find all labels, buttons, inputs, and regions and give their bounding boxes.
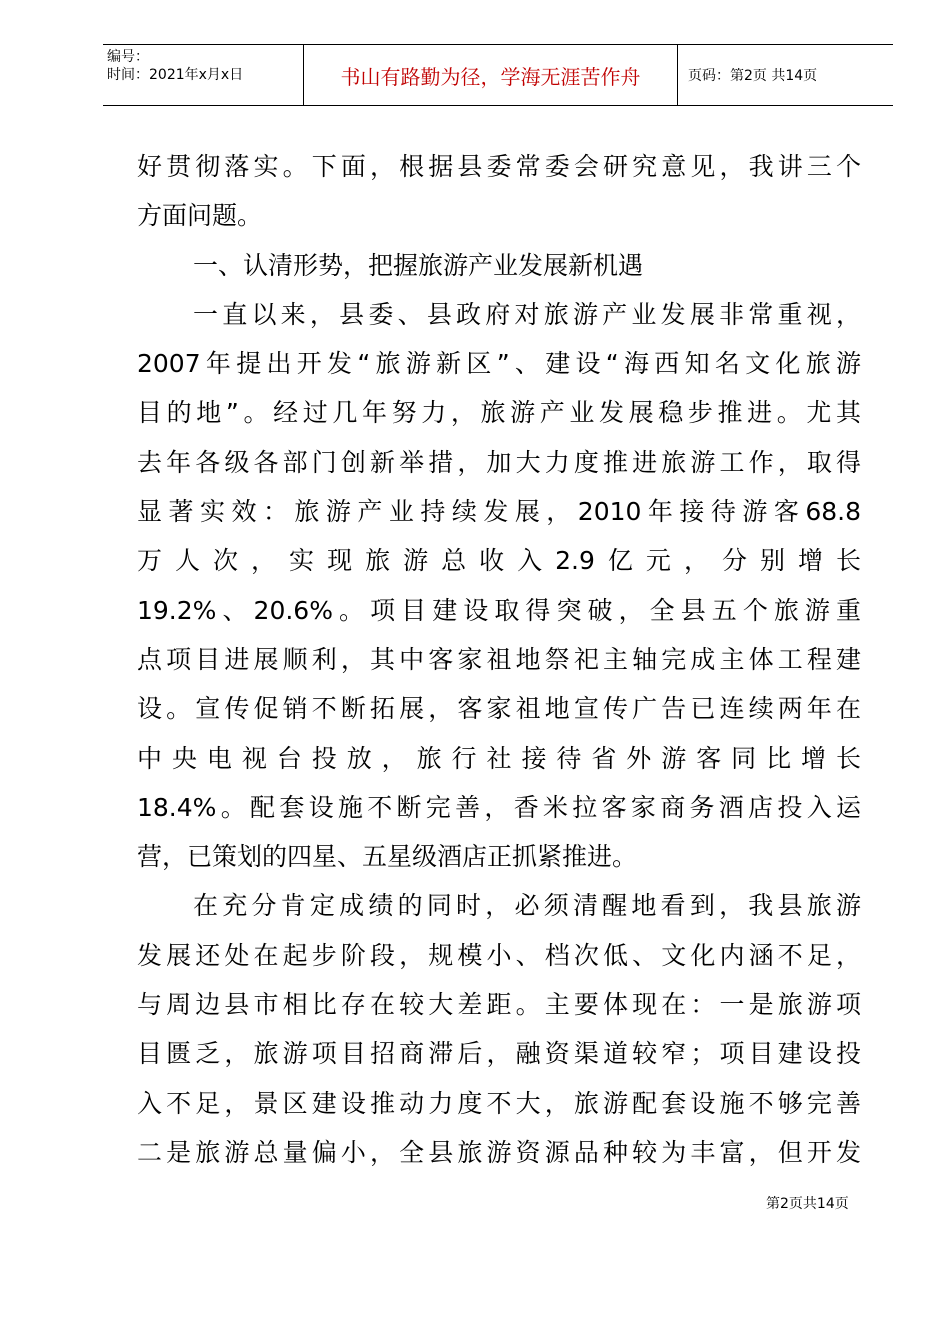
header-page-info: 页码：第2页 共14页 bbox=[688, 68, 818, 84]
body-line: 去年各级各部门创新举措，加大力度推进旅游工作，取得 bbox=[137, 447, 861, 477]
body-line: 与周边县市相比存在较大差距。主要体现在：一是旅游项 bbox=[137, 990, 861, 1020]
body-line: 方面问题。 bbox=[137, 201, 263, 231]
body-line: 万人次，实现旅游总收入2.9亿元，分别增长 bbox=[137, 546, 861, 576]
body-line: 目的地”。经过几年努力，旅游产业发展稳步推进。尤其 bbox=[137, 398, 861, 428]
body-line: 中央电视台投放，旅行社接待省外游客同比增长 bbox=[137, 743, 861, 773]
body-line: 在充分肯定成绩的同时，必须清醒地看到，我县旅游 bbox=[193, 891, 861, 921]
body-line: 二是旅游总量偏小，全县旅游资源品种较为丰富，但开发 bbox=[137, 1137, 861, 1167]
body-line: 18.4%。配套设施不断完善，香米拉客家商务酒店投入运 bbox=[137, 792, 861, 822]
document-body bbox=[137, 142, 861, 1177]
body-line: 好贯彻落实。下面，根据县委常委会研究意见，我讲三个 bbox=[137, 152, 861, 181]
page-footer: 第2页共14页 bbox=[766, 1196, 849, 1212]
body-line: 目匮乏，旅游项目招商滞后，融资渠道较窄；项目建设投 bbox=[137, 1039, 861, 1069]
header-motto: 书山有路勤为径，学海无涯苦作舟 bbox=[304, 45, 678, 105]
body-line: 营，已策划的四星、五星级酒店正抓紧推进。 bbox=[137, 842, 638, 872]
section-heading: 一、认清形势，把握旅游产业发展新机遇 bbox=[193, 250, 644, 280]
body-line: 设。宣传促销不断拓展，客家祖地宣传广告已连续两年在 bbox=[137, 694, 861, 724]
document-time-label: 时间：2021年x月x日 bbox=[107, 67, 244, 83]
body-line: 2007年提出开发“旅游新区”、建设“海西知名文化旅游 bbox=[137, 349, 861, 379]
header-meta bbox=[103, 45, 304, 105]
body-line: 显著实效：旅游产业持续发展，2010年接待游客68.8 bbox=[137, 497, 861, 527]
page-header bbox=[103, 44, 893, 106]
body-line: 19.2%、20.6%。项目建设取得突破，全县五个旅游重 bbox=[137, 595, 861, 625]
body-line: 发展还处在起步阶段，规模小、档次低、文化内涵不足， bbox=[137, 940, 861, 970]
body-line: 入不足，景区建设推动力度不大，旅游配套设施不够完善 bbox=[137, 1088, 861, 1118]
document-number-label: 编号： bbox=[107, 49, 149, 65]
body-line: 一直以来，县委、县政府对旅游产业发展非常重视， bbox=[193, 299, 861, 329]
body-line: 点项目进展顺利，其中客家祖地祭祀主轴完成主体工程建 bbox=[137, 644, 861, 674]
